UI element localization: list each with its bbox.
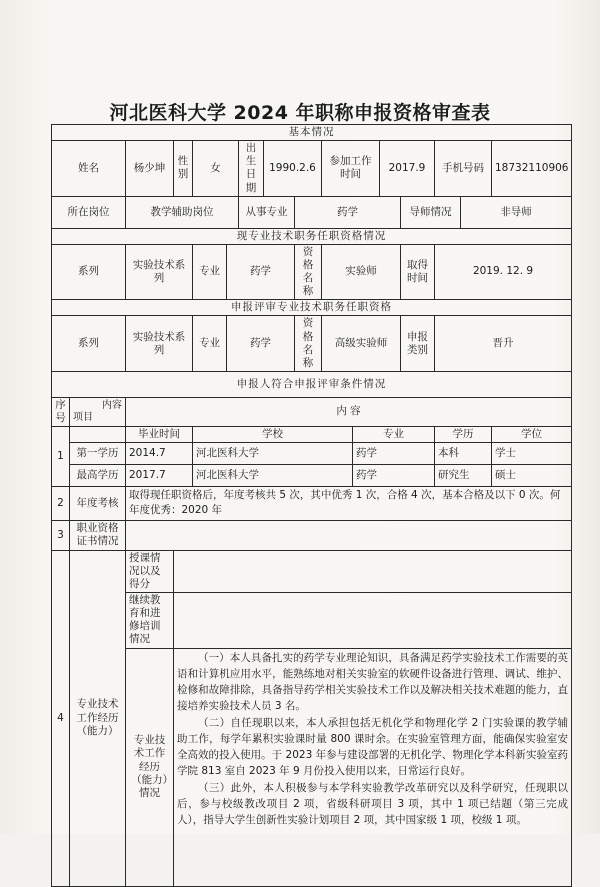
gender-label: 性别: [174, 141, 193, 197]
edu-header-major: 专业: [353, 427, 435, 443]
work-exp-label: 专业技术工作经历（能力）情况: [126, 648, 174, 886]
edu-row-2-degree: 硕士: [492, 465, 572, 487]
qualification-form-table: [51, 124, 572, 887]
current-date-label: 取得时间: [401, 244, 435, 300]
section-conditions: 申报人符合申报评审条件情况: [52, 371, 572, 397]
major-value: 药学: [295, 196, 401, 228]
edu-row-1-level: 本科: [435, 443, 492, 465]
edu-header-school: 学校: [193, 427, 353, 443]
teaching-label: 授课情况以及得分: [126, 550, 174, 592]
apply-series-label: 系列: [52, 316, 126, 372]
work-exp-content: [174, 648, 572, 886]
apply-qual-label: 资格名称: [295, 316, 322, 372]
edu-blank-header: [70, 427, 126, 443]
page-title: 河北医科大学 2024 年职称申报资格审查表: [109, 102, 491, 124]
phone-label: 手机号码: [435, 141, 492, 197]
work-start-value: 2017.9: [380, 141, 435, 197]
section-basic: 基本情况: [52, 125, 572, 141]
work-start-label: 参加工作时间: [322, 141, 380, 197]
birth-label: 出生日期: [239, 141, 264, 197]
tutor-value: 非导师: [461, 196, 572, 228]
phone-value: 18732110906: [492, 141, 572, 197]
item-2-label: 年度考核: [70, 487, 126, 520]
apply-type-value: 晋升: [435, 316, 572, 372]
continuing-edu-label: 继续教育和进修培训情况: [126, 593, 174, 649]
item-1-no: 1: [52, 427, 70, 487]
work-exp-paragraph-1: （一）本人具备扎实的药学专业理论知识，具备满足药学实验技术工作需要的英语和计算机应用水平，能熟练地对相关实验室的软硬件设备进行管理、调试、维护、检修和故障排除，具备指导药学相关实验技术工作以及解决相关技术难题的能力，直接培养实验技术人员 3 名。: [177, 651, 568, 713]
item-header-top: 内容: [102, 399, 122, 411]
edu-row-1-label: 第一学历: [70, 443, 126, 465]
current-series-label: 系列: [52, 244, 126, 300]
work-exp-paragraph-3: （三）此外，本人积极参与本学科实验教学改革研究以及科学研究，任现职以后，参与校级教改项目 2 项，省级科研项目 3 项，其中 1 项已结题（第三完成人），指导大学生创新性实验计划项目 2 项，其中国家级 1 项，校级 1 项。: [177, 781, 568, 827]
post-label: 所在岗位: [52, 196, 126, 228]
apply-qual-value: 高级实验师: [322, 316, 401, 372]
apply-major-value: 药学: [227, 316, 295, 372]
annual-review-text: 取得现任职资格后，年度考核共 5 次，其中优秀 1 次，合格 4 次，基本合格及以下 0 次。何年度优秀：2020 年: [126, 487, 572, 520]
edu-row-1-major: 药学: [353, 443, 435, 465]
apply-major-label: 专业: [193, 316, 227, 372]
post-value: 教学辅助岗位: [126, 196, 239, 228]
apply-series-value: 实验技术系列: [126, 316, 193, 372]
certificate-text: [126, 520, 572, 550]
section-apply: 申报评审专业技术职务任职资格: [52, 300, 572, 316]
name-label: 姓名: [52, 141, 126, 197]
current-qual-value: 实验师: [322, 244, 401, 300]
item-3-no: 3: [52, 520, 70, 550]
edu-row-2-time: 2017.7: [126, 465, 193, 487]
edu-row-1-degree: 学士: [492, 443, 572, 465]
work-exp-paragraph-2: （二）自任现职以来，本人承担包括无机化学和物理化学 2 门实验课的教学辅助工作，每学年累积实验课时量 800 课时余。在实验室管理方面，能确保实验室安全高效的投入使用。于 2023 年参与建设部署的无机化学、物理化学本科新实验室药学院 813 室自 2023 年 9 月份投入使用以来，日常运行良好。: [177, 716, 568, 778]
tutor-label: 导师情况: [401, 196, 461, 228]
edu-header-degree: 学位: [492, 427, 572, 443]
gender-value: 女: [193, 141, 239, 197]
current-qual-label: 资格名称: [295, 244, 322, 300]
current-major-label: 专业: [193, 244, 227, 300]
item-4-no: 4: [52, 550, 70, 886]
edu-header-level: 学历: [435, 427, 492, 443]
edu-row-1-time: 2014.7: [126, 443, 193, 465]
edu-row-2-level: 研究生: [435, 465, 492, 487]
item-2-no: 2: [52, 487, 70, 520]
name-value: 杨少坤: [126, 141, 174, 197]
item-3-label: 职业资格证书情况: [70, 520, 126, 550]
current-series-value: 实验技术系列: [126, 244, 193, 300]
birth-value: 1990.2.6: [264, 141, 322, 197]
current-date-value: 2019. 12. 9: [435, 244, 572, 300]
seq-header: 序号: [52, 397, 70, 426]
apply-type-label: 申报类别: [401, 316, 435, 372]
continuing-edu-content: [174, 593, 572, 649]
content-header: 内 容: [126, 397, 572, 426]
item-header-bottom: 项目: [73, 412, 93, 423]
edu-row-2-label: 最高学历: [70, 465, 126, 487]
edu-row-2-major: 药学: [353, 465, 435, 487]
current-major-value: 药学: [227, 244, 295, 300]
section-current: 现专业技术职务任职资格情况: [52, 228, 572, 244]
edu-row-1-school: 河北医科大学: [193, 443, 353, 465]
item-4-label: 专业技术工作经历（能力）: [70, 550, 126, 886]
edu-header-time: 毕业时间: [126, 427, 193, 443]
edu-row-2-school: 河北医科大学: [193, 465, 353, 487]
major-label: 从事专业: [239, 196, 295, 228]
item-header: [70, 397, 126, 426]
teaching-content: [174, 550, 572, 592]
